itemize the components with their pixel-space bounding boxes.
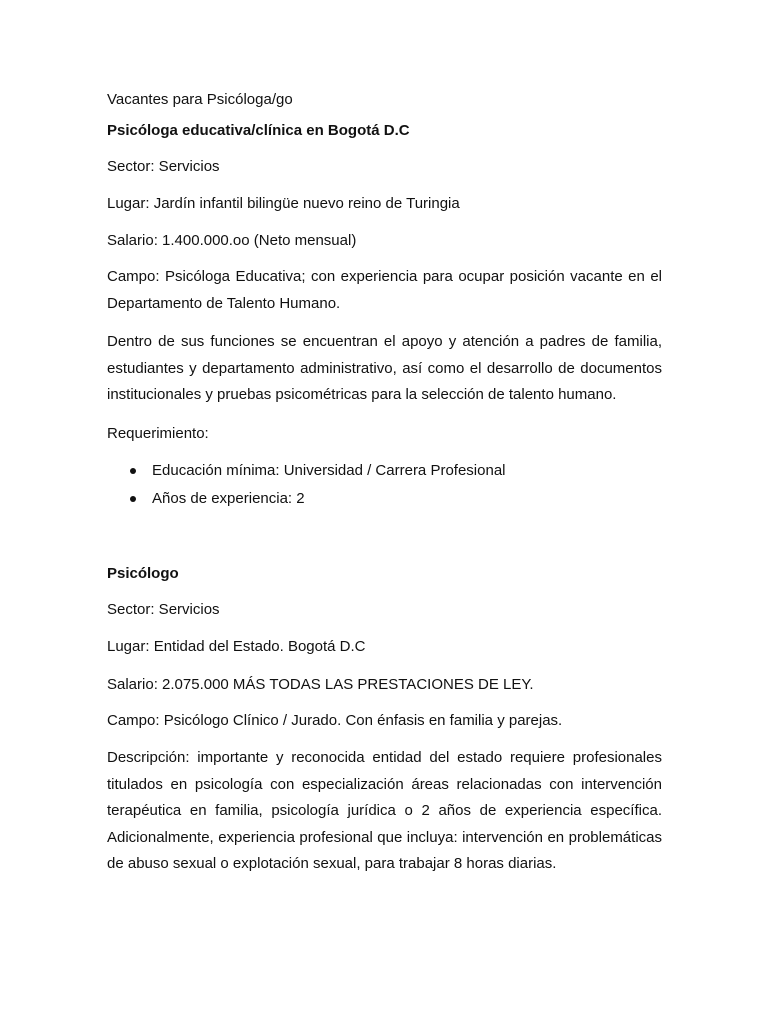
job2-salario: Salario: 2.075.000 MÁS TODAS LAS PRESTACIONES DE LEY. (107, 676, 534, 693)
list-item-text: Años de experiencia: 2 (152, 490, 305, 507)
job1-sector: Sector: Servicios (107, 158, 220, 175)
job2-campo: Campo: Psicólogo Clínico / Jurado. Con énfasis en familia y parejas. (107, 712, 563, 729)
job2-title: Psicólogo (107, 565, 179, 582)
job1-lugar: Lugar: Jardín infantil bilingüe nuevo reino de Turingia (107, 195, 460, 212)
list-item (107, 488, 506, 516)
job2-sector: Sector: Servicios (107, 601, 220, 618)
job1-campo: Campo: Psicóloga Educativa; con experiencia para ocupar posición vacante en el Departamento de Talento Humano. (107, 268, 662, 312)
list-item-text: Educación mínima: Universidad / Carrera Profesional (152, 462, 506, 479)
job2-descripcion: Descripción: importante y reconocida entidad del estado requiere profesionales titulados en psicología con especialización áreas relacionadas con intervención terapéutica en familia, psicología jurídica o 2 años de experiencia específica. Adicionalmente, experiencia profesional que incluya: intervención en problemáticas de abuso sexual o explotación sexual, para trabajar 8 horas diarias. (107, 749, 662, 872)
job1-funciones: Dentro de sus funciones se encuentran el apoyo y atención a padres de familia, estudiantes y departamento administrativo, así como el desarrollo de documentos institucionales y pruebas psicométricas para la selección de talento humano. (107, 333, 662, 403)
job1-salario: Salario: 1.400.000.oo (Neto mensual) (107, 232, 357, 249)
bullet-icon (130, 496, 136, 502)
job1-requerimientos-list (107, 460, 506, 516)
bullet-icon (130, 468, 136, 474)
job2-lugar: Lugar: Entidad del Estado. Bogotá D.C (107, 638, 366, 655)
job1-title: Psicóloga educativa/clínica en Bogotá D.C (107, 122, 410, 139)
job1-requerimiento-label: Requerimiento: (107, 425, 209, 442)
list-item (107, 460, 506, 488)
document-heading: Vacantes para Psicóloga/go (107, 91, 293, 108)
